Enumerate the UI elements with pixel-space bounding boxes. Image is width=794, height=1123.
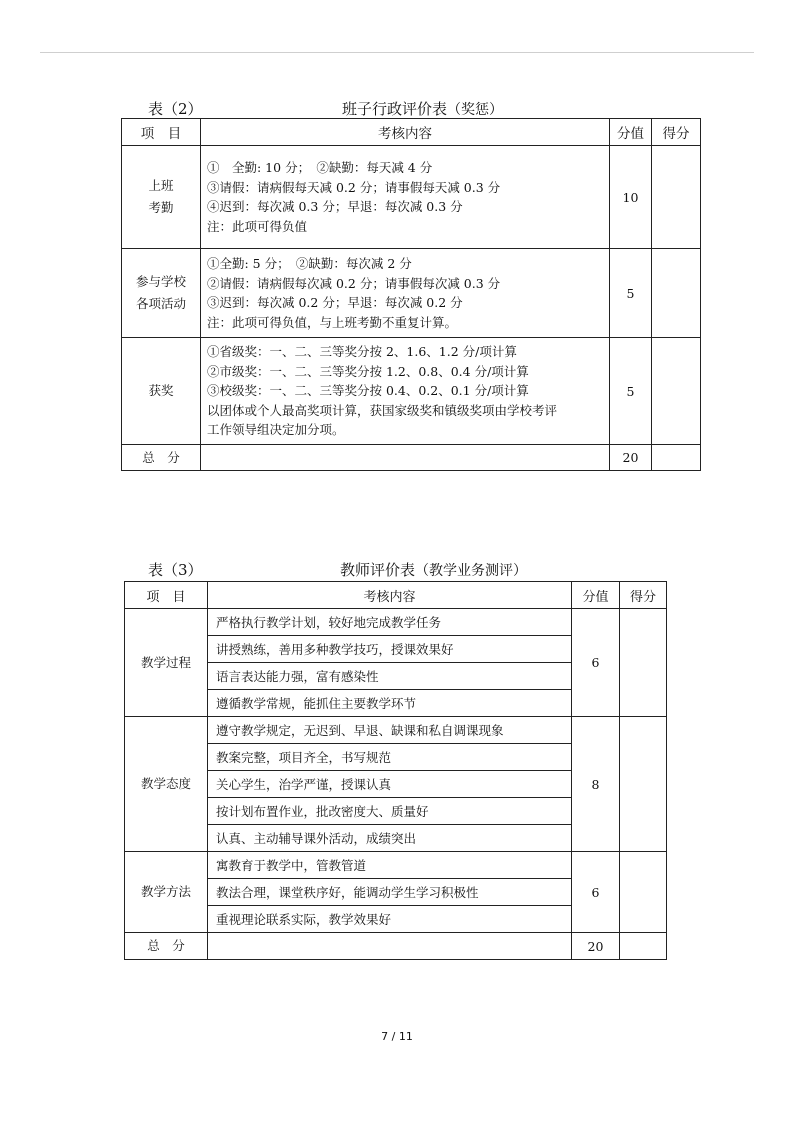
table2-total-label: 总 分 [122,445,201,471]
table3-item: 寓教育于教学中，管教管道 [208,852,572,879]
table3-item: 严格执行教学计划，较好地完成教学任务 [208,609,572,636]
table3-category-method: 教学方法 [125,852,208,933]
table3-total-label: 总 分 [125,933,208,960]
table3-item: 遵守教学规定，无迟到、早退、缺课和私自调课现象 [208,717,572,744]
table3-total-score: 20 [572,933,620,960]
table3-label: 表（3） [148,561,203,579]
content-line: ③迟到：每次减 0.2 分；早退：每次减 0.2 分 [207,295,463,310]
table-row [122,249,701,338]
table2-header-row [122,119,701,146]
table2 [121,118,701,471]
content-line: ④迟到：每次减 0.3 分；早退：每次减 0.3 分 [207,199,463,214]
table2-title-sub: （奖惩） [447,102,504,118]
table3-score-method: 6 [572,852,620,933]
table3-score-process: 6 [572,609,620,717]
category-line: 上班 [148,178,174,193]
table2-total-row [122,445,701,471]
table-row [125,609,667,636]
table3-header-row [125,582,667,609]
table3-total-content [208,933,572,960]
table3-item: 关心学生，治学严谨，授课认真 [208,771,572,798]
table2-header-score: 分值 [610,119,652,146]
table2-category-activities [122,249,201,338]
content-line: ③请假：请病假每天减 0.2 分；请事假每天减 0.3 分 [207,179,501,195]
table3-header-content: 考核内容 [208,582,572,609]
category-line: 考勤 [148,200,174,215]
table2-total-score: 20 [610,445,652,471]
table3-header-item: 项 目 [125,582,208,609]
table3-title-main: 教师评价表 [340,561,416,579]
table2-got-activities [652,249,701,338]
table3-got-method [620,852,667,933]
table3-header-got: 得分 [620,582,667,609]
content-line: 注：此项可得负值，与上班考勤不重复计算。 [207,314,458,330]
content-line: ①省级奖：一、二、三等奖分按 2、1.6、1.2 分/项计算 [207,344,517,360]
content-line: 工作领导组决定加分项。 [207,422,345,438]
content-line: ①全勤: 5 分； ②缺勤：每次减 2 分 [207,256,412,271]
table3-item: 教案完整，项目齐全，书写规范 [208,744,572,771]
table2-content-attendance [201,146,610,249]
table3-title-sub: （教学业务测评） [415,563,528,579]
table2-score-activities: 5 [610,249,652,338]
table3-category-attitude: 教学态度 [125,717,208,852]
table2-header-item: 项 目 [122,119,201,146]
table2-category-attendance [122,146,201,249]
table3-item: 教法合理，课堂秩序好，能调动学生学习积极性 [208,879,572,906]
table2-score-awards: 5 [610,338,652,445]
table2-title-main: 班子行政评价表 [342,100,448,118]
table3-got-process [620,609,667,717]
content-line: 以团体或个人最高奖项计算，获国家级奖和镇级奖项由学校考评 [207,402,558,418]
table3-item: 认真、主动辅导课外活动，成绩突出 [208,825,572,852]
table3-title [340,559,527,580]
page-number: 7 / 11 [381,1030,413,1043]
content-line: ②请假：请病假每次减 0.2 分；请事假每次减 0.3 分 [207,275,501,291]
table3-header-score: 分值 [572,582,620,609]
table2-content-awards [201,338,610,445]
table3-total-got [620,933,667,960]
content-line: ②市级奖：一、二、三等奖分按 1.2、0.8、0.4 分/项计算 [207,363,529,379]
table2-header-got: 得分 [652,119,701,146]
content-line: 注：此项可得负值 [207,218,308,234]
table-row [122,338,701,445]
table2-total-content [201,445,610,471]
table3-item: 按计划布置作业，批改密度大、质量好 [208,798,572,825]
table3-item: 重视理论联系实际，教学效果好 [208,906,572,933]
table3-item: 讲授熟练，善用多种教学技巧，授课效果好 [208,636,572,663]
table2-got-attendance [652,146,701,249]
table3-item: 语言表达能力强，富有感染性 [208,663,572,690]
table3-category-process: 教学过程 [125,609,208,717]
table2-label: 表（2） [148,100,203,118]
content-line: ① 全勤: 10 分； ②缺勤：每天减 4 分 [207,160,433,175]
table3-score-attitude: 8 [572,717,620,852]
table3-item: 遵循教学常规，能抓住主要教学环节 [208,690,572,717]
table-row [125,852,667,879]
table2-total-got [652,445,701,471]
table2-category-awards: 获奖 [122,338,201,445]
table2-header-content: 考核内容 [201,119,610,146]
table-row [125,717,667,744]
table2-title [342,98,503,119]
table3 [124,581,667,960]
table2-got-awards [652,338,701,445]
table3-got-attitude [620,717,667,852]
page-top-rule [40,52,754,53]
content-line: ③校级奖：一、二、三等奖分按 0.4、0.2、0.1 分/项计算 [207,383,529,399]
table-row [122,146,701,249]
category-line: 各项活动 [135,296,186,311]
table3-total-row [125,933,667,960]
table2-score-attendance: 10 [610,146,652,249]
category-line: 参与学校 [135,274,186,289]
table2-content-activities [201,249,610,338]
